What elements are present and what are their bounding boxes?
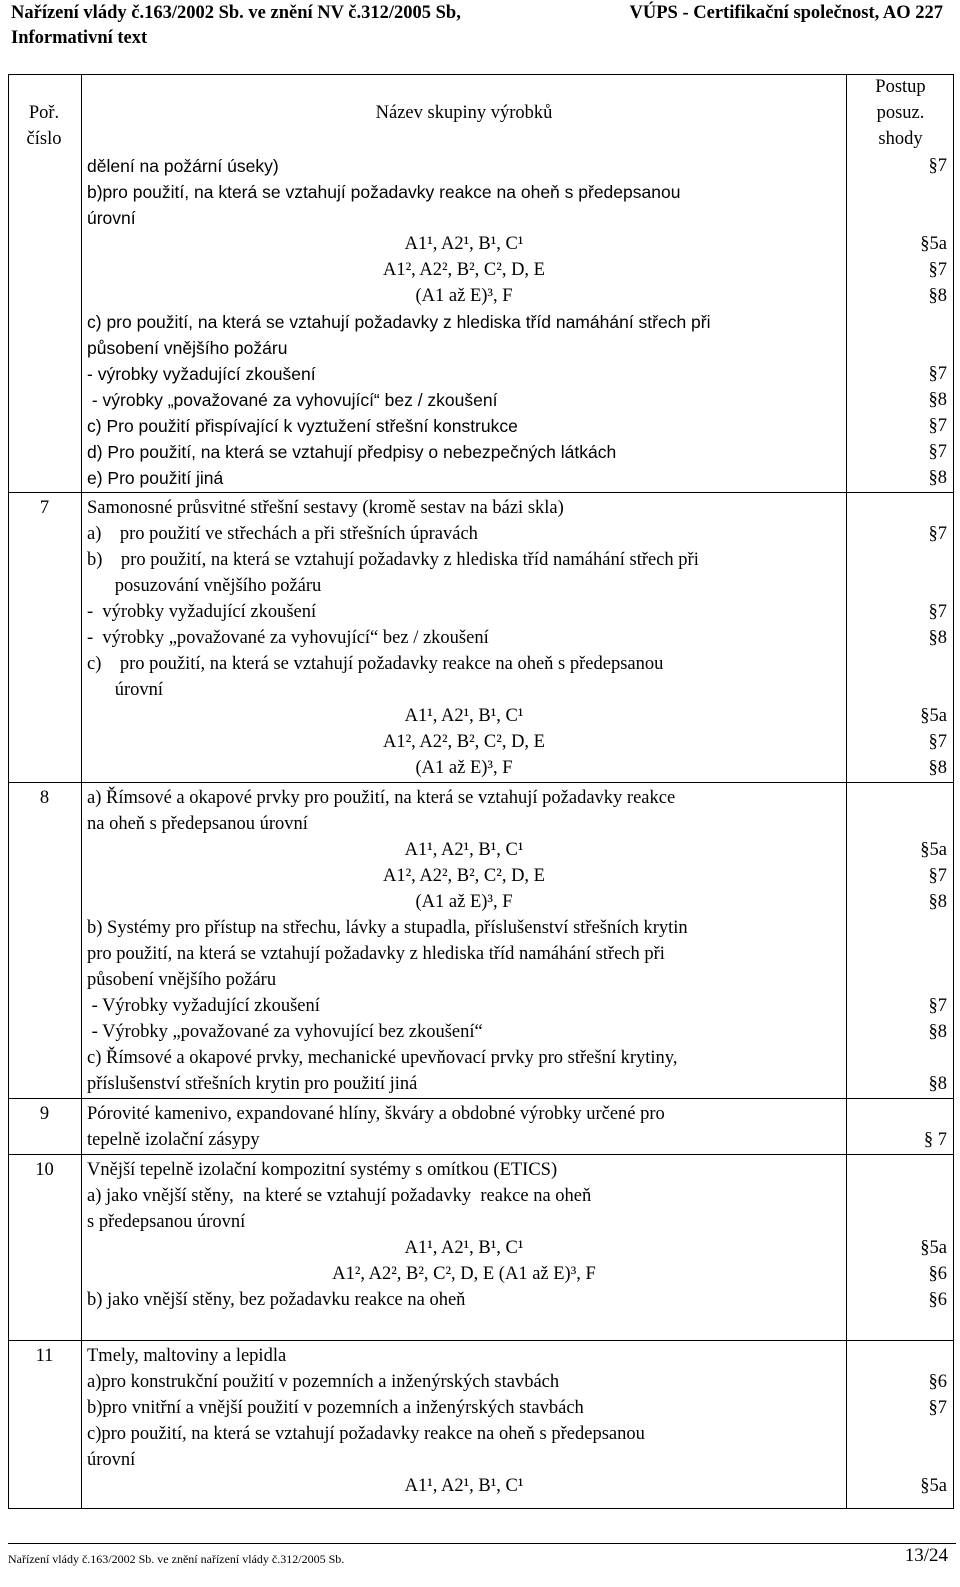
header-left: Nařízení vlády č.163/2002 Sb. ve znění NV č.312/2005 Sb, (11, 3, 461, 23)
row-text: a)pro konstrukční použití v pozemních a inženýrských stavbách (87, 1372, 560, 1392)
row-procedure-code: §8 (928, 758, 947, 778)
col-header-number-line2: číslo (26, 129, 62, 149)
row-procedure-code: §8 (928, 468, 947, 488)
row-text: na oheň s předepsanou úrovní (87, 814, 308, 834)
col-header-procedure (847, 74, 954, 152)
row-procedure-code: §7 (928, 996, 947, 1016)
row-text: c) pro použití, na která se vztahují požadavky reakce na oheň s předepsanou (87, 654, 664, 674)
row-text: a) jako vnější stěny, na které se vztahují požadavky reakce na oheň (87, 1186, 592, 1206)
page-header (11, 0, 951, 51)
row-procedure-code: §7 (928, 156, 947, 176)
table-right-border (953, 74, 954, 1509)
row-text: úrovní (87, 1450, 136, 1470)
row-procedure-code: §7 (928, 866, 947, 886)
group-separator (8, 492, 954, 493)
row-text: d) Pro použití, na která se vztahují předpisy o nebezpečných látkách (87, 442, 617, 462)
row-text: A1², A2², B², C², D, E (383, 260, 545, 280)
row-text: - výrobky „považované za vyhovující“ bez / zkoušení (87, 390, 498, 410)
group-separator (8, 782, 954, 783)
row-text: úrovní (87, 208, 136, 228)
row-procedure-code: §5a (920, 1476, 947, 1496)
row-text: e) Pro použití jiná (87, 468, 224, 488)
row-text: b)pro použití, na která se vztahují požadavky reakce na oheň s předepsanou (87, 182, 681, 202)
row-text: - výrobky „považované za vyhovující“ bez / zkoušení (87, 628, 489, 648)
row-text: tepelně izolační zásypy (87, 1130, 260, 1150)
col-header-procedure-line1: Postup (875, 77, 926, 97)
row-text: Tmely, maltoviny a lepidla (87, 1346, 287, 1366)
row-procedure-code: §8 (928, 1022, 947, 1042)
col-header-number (14, 100, 74, 152)
row-text: - Výrobky vyžadující zkoušení (87, 996, 320, 1016)
row-text: A1¹, A2¹, B¹, C¹ (404, 234, 524, 254)
product-group-table (8, 74, 954, 1509)
row-number: 10 (35, 1160, 54, 1180)
row-text: b) Systémy pro přístup na střechu, lávky a stupadla, příslušenství střešních krytin (87, 918, 688, 938)
group-separator (8, 1098, 954, 1099)
row-text: b) jako vnější stěny, bez požadavku reakce na oheň (87, 1290, 466, 1310)
row-procedure-code: §5a (920, 706, 947, 726)
row-procedure-code: §7 (928, 260, 947, 280)
row-text: dělení na požární úseky) (87, 156, 279, 176)
row-text: A1¹, A2¹, B¹, C¹ (404, 706, 524, 726)
row-text: úrovní (87, 680, 164, 700)
row-procedure-code: §5a (920, 840, 947, 860)
row-procedure-code: §8 (928, 390, 947, 410)
row-text: c) Pro použití přispívající k vyztužení střešní konstrukce (87, 416, 518, 436)
row-text: A1¹, A2¹, B¹, C¹ (404, 1476, 524, 1496)
row-text: s předepsanou úrovní (87, 1212, 246, 1232)
footer-text: Nařízení vlády č.163/2002 Sb. ve znění nařízení vlády č.312/2005 Sb. (8, 1552, 345, 1566)
row-procedure-code: §7 (928, 732, 947, 752)
col-header-name: Název skupiny výrobků (375, 103, 553, 123)
row-procedure-code: §8 (928, 628, 947, 648)
group-separator (8, 1154, 954, 1155)
row-text: c) pro použití, na která se vztahují požadavky z hlediska tříd namáhání střech při (87, 312, 711, 332)
row-procedure-code: §6 (928, 1290, 947, 1310)
row-number: 9 (39, 1104, 50, 1124)
footer-rule (8, 1543, 956, 1544)
row-text: působení vnějšího požáru (87, 970, 277, 990)
row-text: c)pro použití, na která se vztahují požadavky reakce na oheň s předepsanou (87, 1424, 645, 1444)
row-text: A1¹, A2¹, B¹, C¹ (404, 840, 524, 860)
row-text: Vnější tepelně izolační kompozitní systémy s omítkou (ETICS) (87, 1160, 558, 1180)
row-text: působení vnějšího požáru (87, 338, 288, 358)
row-text: Samonosné průsvitné střešní sestavy (kromě sestav na bázi skla) (87, 498, 564, 518)
table-bottom-border (8, 1508, 954, 1509)
group-separator (8, 1340, 954, 1341)
col-header-number-line1: Poř. (28, 103, 60, 123)
row-text: a) Římsové a okapové prvky pro použití, na která se vztahují požadavky reakce (87, 788, 676, 808)
row-text: - Výrobky „považované za vyhovující bez zkoušení“ (87, 1022, 483, 1042)
row-procedure-code: §6 (928, 1372, 947, 1392)
row-text: příslušenství střešních krytin pro použití jiná (87, 1074, 418, 1094)
row-text: (A1 až E)³, F (415, 892, 513, 912)
row-text: pro použití, na která se vztahují požadavky z hlediska tříd namáhání střech při (87, 944, 665, 964)
row-text: - výrobky vyžadující zkoušení (87, 602, 317, 622)
row-text: (A1 až E)³, F (415, 286, 513, 306)
row-procedure-code: §6 (928, 1264, 947, 1284)
row-procedure-code: §7 (928, 416, 947, 436)
col-header-procedure-line2: posuz. (876, 103, 925, 123)
row-procedure-code: §8 (928, 892, 947, 912)
row-procedure-code: § 7 (923, 1130, 947, 1150)
col-header-procedure-line3: shody (878, 129, 923, 149)
row-number: 7 (39, 498, 50, 518)
row-procedure-code: §7 (928, 1398, 947, 1418)
row-procedure-code: §7 (928, 524, 947, 544)
row-procedure-code: §7 (928, 602, 947, 622)
row-text: c) Římsové a okapové prvky, mechanické upevňovací prvky pro střešní krytiny, (87, 1048, 678, 1068)
row-text: A1², A2², B², C², D, E (383, 866, 545, 886)
row-text: b)pro vnitřní a vnější použití v pozemních a inženýrských stavbách (87, 1398, 584, 1418)
row-text: Pórovité kamenivo, expandované hlíny, škváry a obdobné výrobky určené pro (87, 1104, 665, 1124)
row-procedure-code: §5a (920, 1238, 947, 1258)
row-number: 11 (35, 1346, 54, 1366)
row-text: - výrobky vyžadující zkoušení (87, 364, 316, 384)
row-text: posuzování vnějšího požáru (87, 576, 322, 596)
header-right: VÚPS - Certifikační společnost, AO 227 (629, 3, 943, 23)
row-procedure-code: §7 (928, 364, 947, 384)
row-procedure-code: §8 (928, 286, 947, 306)
row-text: A1¹, A2¹, B¹, C¹ (404, 1238, 524, 1258)
row-text: a) pro použití ve střechách a při střešních úpravách (87, 524, 478, 544)
row-number: 8 (39, 788, 50, 808)
row-procedure-code: §5a (920, 234, 947, 254)
page-number: 13/24 (904, 1545, 948, 1566)
header-subtitle: Informativní text (11, 28, 148, 48)
row-text: A1², A2², B², C², D, E (A1 až E)³, F (332, 1264, 596, 1284)
table-top-border (8, 74, 954, 75)
row-text: (A1 až E)³, F (415, 758, 513, 778)
row-procedure-code: §8 (928, 1074, 947, 1094)
row-text: A1², A2², B², C², D, E (383, 732, 545, 752)
row-procedure-code: §7 (928, 442, 947, 462)
row-text: b) pro použití, na která se vztahují požadavky z hlediska tříd namáhání střech při (87, 550, 699, 570)
